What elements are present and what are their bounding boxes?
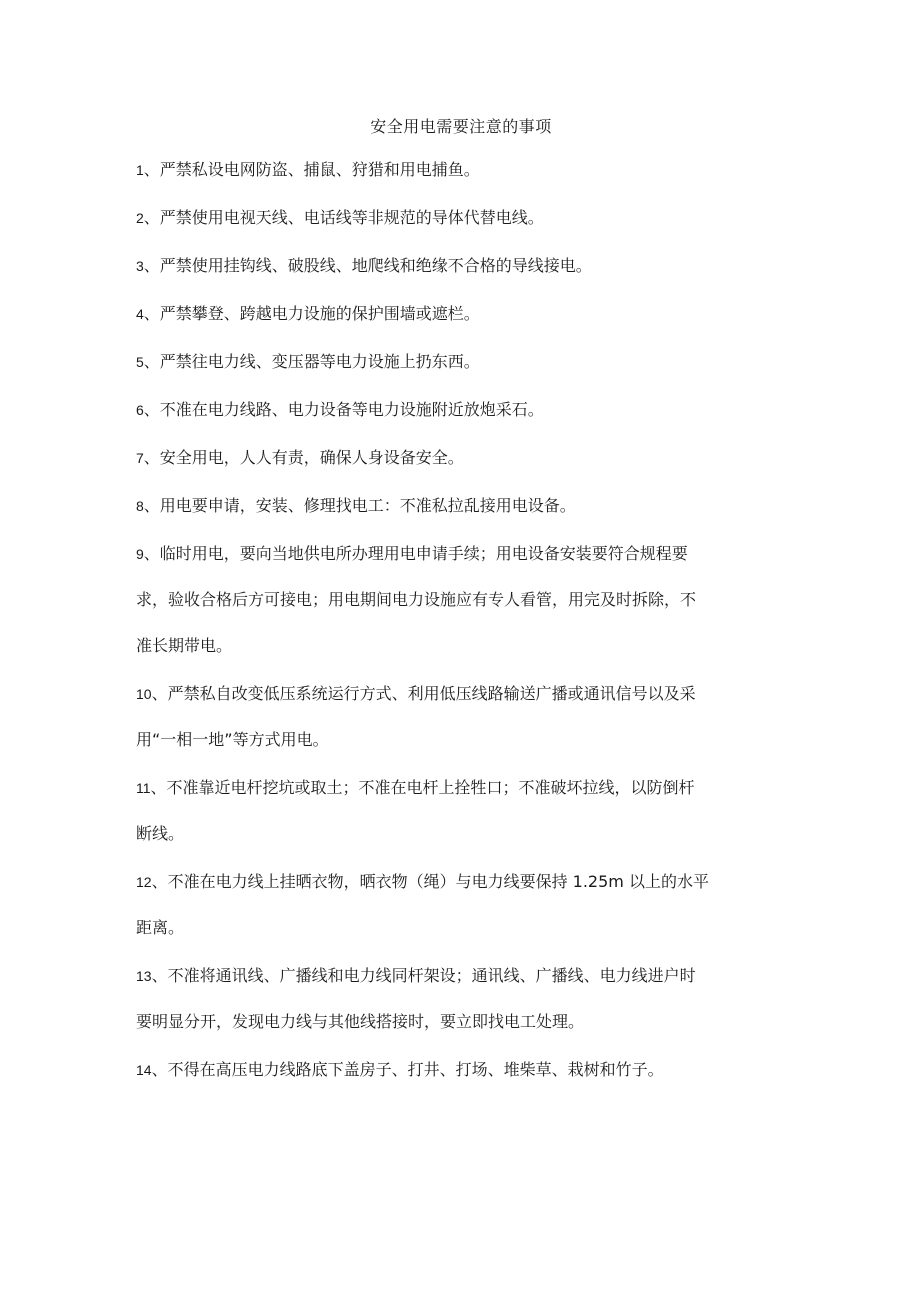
- list-item: [136, 494, 786, 518]
- list-item-number: 5: [136, 354, 144, 370]
- list-item-line: [136, 302, 786, 326]
- list-item-number: 14: [136, 1062, 152, 1078]
- list-item-line: [136, 446, 786, 470]
- list-item-text: 、严禁攀登、跨越电力设施的保护围墙或遮栏。: [143, 304, 480, 323]
- list-item-text: 、不准靠近电杆挖坑或取土；不准在电杆上拴牲口；不准破坏拉线，以防倒杆: [150, 778, 695, 797]
- list-item-line: [136, 776, 786, 800]
- list-item-line: [136, 158, 786, 182]
- list-item: [136, 254, 786, 278]
- list-item-line: [136, 398, 786, 422]
- list-item: [136, 1058, 786, 1082]
- list-item-text: 求，验收合格后方可接电；用电期间电力设施应有专人看管，用完及时拆除，不: [136, 590, 697, 609]
- list-item-text: 用“一相一地”等方式用电。: [136, 730, 329, 749]
- list-item-line: [136, 916, 786, 940]
- list-item-text: 、不准在电力线上挂晒衣物，晒衣物（绳）与电力线要保持 1.25m 以上的水平: [151, 872, 709, 891]
- list-item-text: 、不得在高压电力线路底下盖房子、打井、打场、堆柴草、栽树和竹子。: [151, 1060, 664, 1079]
- list-item-number: 6: [136, 402, 144, 418]
- list-item-line: [136, 588, 786, 612]
- list-item-line: [136, 822, 786, 846]
- list-item: [136, 870, 786, 940]
- list-item-number: 1: [136, 162, 144, 178]
- list-item-number: 10: [136, 686, 152, 702]
- list-item-text: 、临时用电，要向当地供电所办理用电申请手续；用电设备安装要符合规程要: [143, 544, 688, 563]
- list-item-text: 要明显分开，发现电力线与其他线搭接时，要立即找电工处理。: [136, 1012, 585, 1031]
- list-item-number: 8: [136, 498, 144, 514]
- page-title: 安全用电需要注意的事项: [370, 117, 552, 136]
- rules-list: [136, 158, 786, 1082]
- list-item-number: 9: [136, 546, 144, 562]
- list-item-text: 、严禁往电力线、变压器等电力设施上扔东西。: [143, 352, 480, 371]
- list-item-number: 3: [136, 258, 144, 274]
- list-item: [136, 206, 786, 230]
- list-item-line: [136, 1010, 786, 1034]
- list-item-text: 准长期带电。: [136, 636, 233, 655]
- list-item-text: 、不准在电力线路、电力设备等电力设施附近放炮采石。: [143, 400, 544, 419]
- list-item-line: [136, 870, 786, 894]
- list-item-text: 、严禁使用挂钩线、破股线、地爬线和绝缘不合格的导线接电。: [143, 256, 592, 275]
- list-item-line: [136, 254, 786, 278]
- list-item-number: 2: [136, 210, 144, 226]
- list-item-number: 4: [136, 306, 144, 322]
- list-item-text: 、安全用电，人人有责，确保人身设备安全。: [143, 448, 464, 467]
- list-item: [136, 964, 786, 1034]
- list-item-text: 、用电要申请，安装、修理找电工：不准私拉乱接用电设备。: [143, 496, 576, 515]
- list-item: [136, 446, 786, 470]
- list-item-text: 断线。: [136, 824, 185, 843]
- list-item-text: 、严禁私设电网防盗、捕鼠、狩猎和用电捕鱼。: [143, 160, 480, 179]
- list-item-line: [136, 728, 786, 752]
- list-item-line: [136, 634, 786, 658]
- list-item-number: 12: [136, 874, 152, 890]
- list-item: [136, 682, 786, 752]
- list-item: [136, 776, 786, 846]
- list-item-line: [136, 206, 786, 230]
- list-item-line: [136, 964, 786, 988]
- list-item-line: [136, 494, 786, 518]
- list-item-number: 11: [136, 780, 151, 796]
- list-item-text: 、严禁使用电视天线、电话线等非规范的导体代替电线。: [143, 208, 544, 227]
- list-item-text: 、不准将通讯线、广播线和电力线同杆架设；通讯线、广播线、电力线进户时: [151, 966, 696, 985]
- list-item: [136, 398, 786, 422]
- list-item-number: 7: [136, 450, 144, 466]
- list-item-number: 13: [136, 968, 152, 984]
- list-item-text: 、严禁私自改变低压系统运行方式、利用低压线路输送广播或通讯信号以及采: [151, 684, 696, 703]
- list-item-line: [136, 682, 786, 706]
- list-item-text: 距离。: [136, 918, 185, 937]
- list-item-line: [136, 542, 786, 566]
- list-item: [136, 158, 786, 182]
- list-item-line: [136, 350, 786, 374]
- list-item: [136, 350, 786, 374]
- list-item: [136, 542, 786, 658]
- list-item: [136, 302, 786, 326]
- list-item-line: [136, 1058, 786, 1082]
